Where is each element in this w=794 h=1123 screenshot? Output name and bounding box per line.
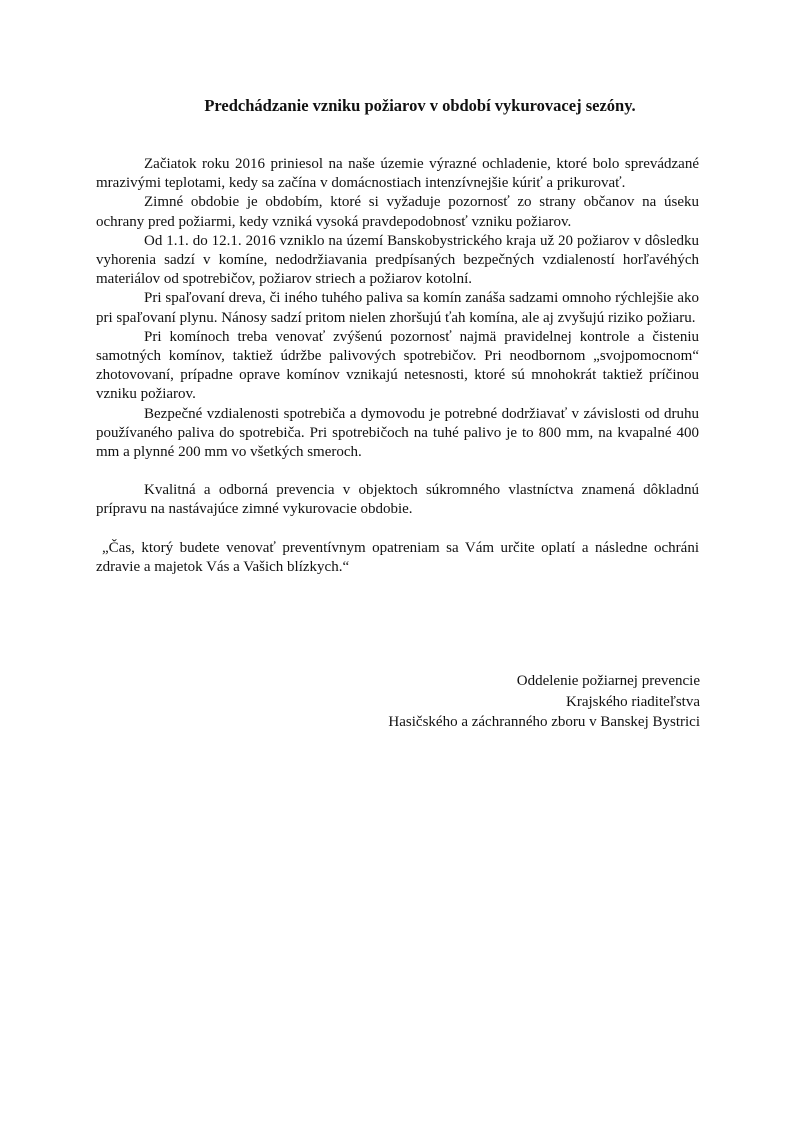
paragraph-safe-distances: Bezpečné vzdialenosti spotrebiča a dymovodu je potrebné dodržiavať v závislosti od druhu používaného paliva do spotrebiča. Pri spotrebičoch na tuhé palivo je to 800 mm, na kvapalné 400 mm a plynné 200 mm vo všetkých smeroch. <box>96 405 699 461</box>
closing-quote: „Čas, ktorý budete venovať preventívnym opatreniam sa Vám určite oplatí a následne ochráni zdravie a majetok Vás a Vašich blízkych.“ <box>96 539 699 575</box>
signature-department: Oddelenie požiarnej prevencie <box>516 673 700 689</box>
signature-organization: Hasičského a záchranného zboru v Banskej Bystrici <box>388 714 700 730</box>
paragraph-statistics: Od 1.1. do 12.1. 2016 vzniklo na území Banskobystrického kraja už 20 požiarov v dôsledku vyhorenia sadzí v komíne, nedodržiavania predpísaných bezpečných vzdialeností horľavéhých materiálov od spotrebičov, požiarov striech a požiarov kotolní. <box>96 232 699 288</box>
paragraph-wood-burning: Pri spaľovaní dreva, či iného tuhého paliva sa komín zanáša sadzami omnoho rýchlejšie ako pri spaľovaní plynu. Nánosy sadzí pritom nielen zhoršujú ťah komína, ale aj zvyšujú riziko požiaru. <box>96 290 699 326</box>
paragraph-intro: Začiatok roku 2016 priniesol na naše územie výrazné ochladenie, ktoré bolo sprevádzané mrazivými teplotami, kedy sa začína v domácnostiach intenzívnejšie kúriť a prikurovať. <box>96 156 699 192</box>
page-title: Predchádzanie vzniku požiarov v období vykurovacej sezóny. <box>204 96 636 115</box>
paragraph-spacer <box>96 462 699 481</box>
paragraph-winter-period: Zimné obdobie je obdobím, ktoré si vyžaduje pozornosť zo strany občanov na úseku ochrany pred požiarmi, kedy vzniká vysoká pravdepodobnosť vzniku požiarov. <box>96 194 699 230</box>
signature-directorate: Krajského riaditeľstva <box>566 693 700 710</box>
paragraph-spacer <box>96 520 699 539</box>
signature-block <box>300 671 700 733</box>
paragraph-chimney-maintenance: Pri komínoch treba venovať zvýšenú pozornosť najmä pravidelnej kontrole a čisteniu samotných komínov, taktiež údržbe palivových spotrebičov. Pri neodbornom „svojpomocnom“ zhotovovaní, prípadne oprave komínov vznikajú netesnosti, ktoré sú mnohokrát taktiež príčinou vzniku požiarov. <box>96 328 699 403</box>
paragraph-prevention: Kvalitná a odborná prevencia v objektoch súkromného vlastníctva znamená dôkladnú prípravu na nastávajúce zimné vykurovacie obdobie. <box>96 482 699 518</box>
document-body <box>96 155 699 577</box>
